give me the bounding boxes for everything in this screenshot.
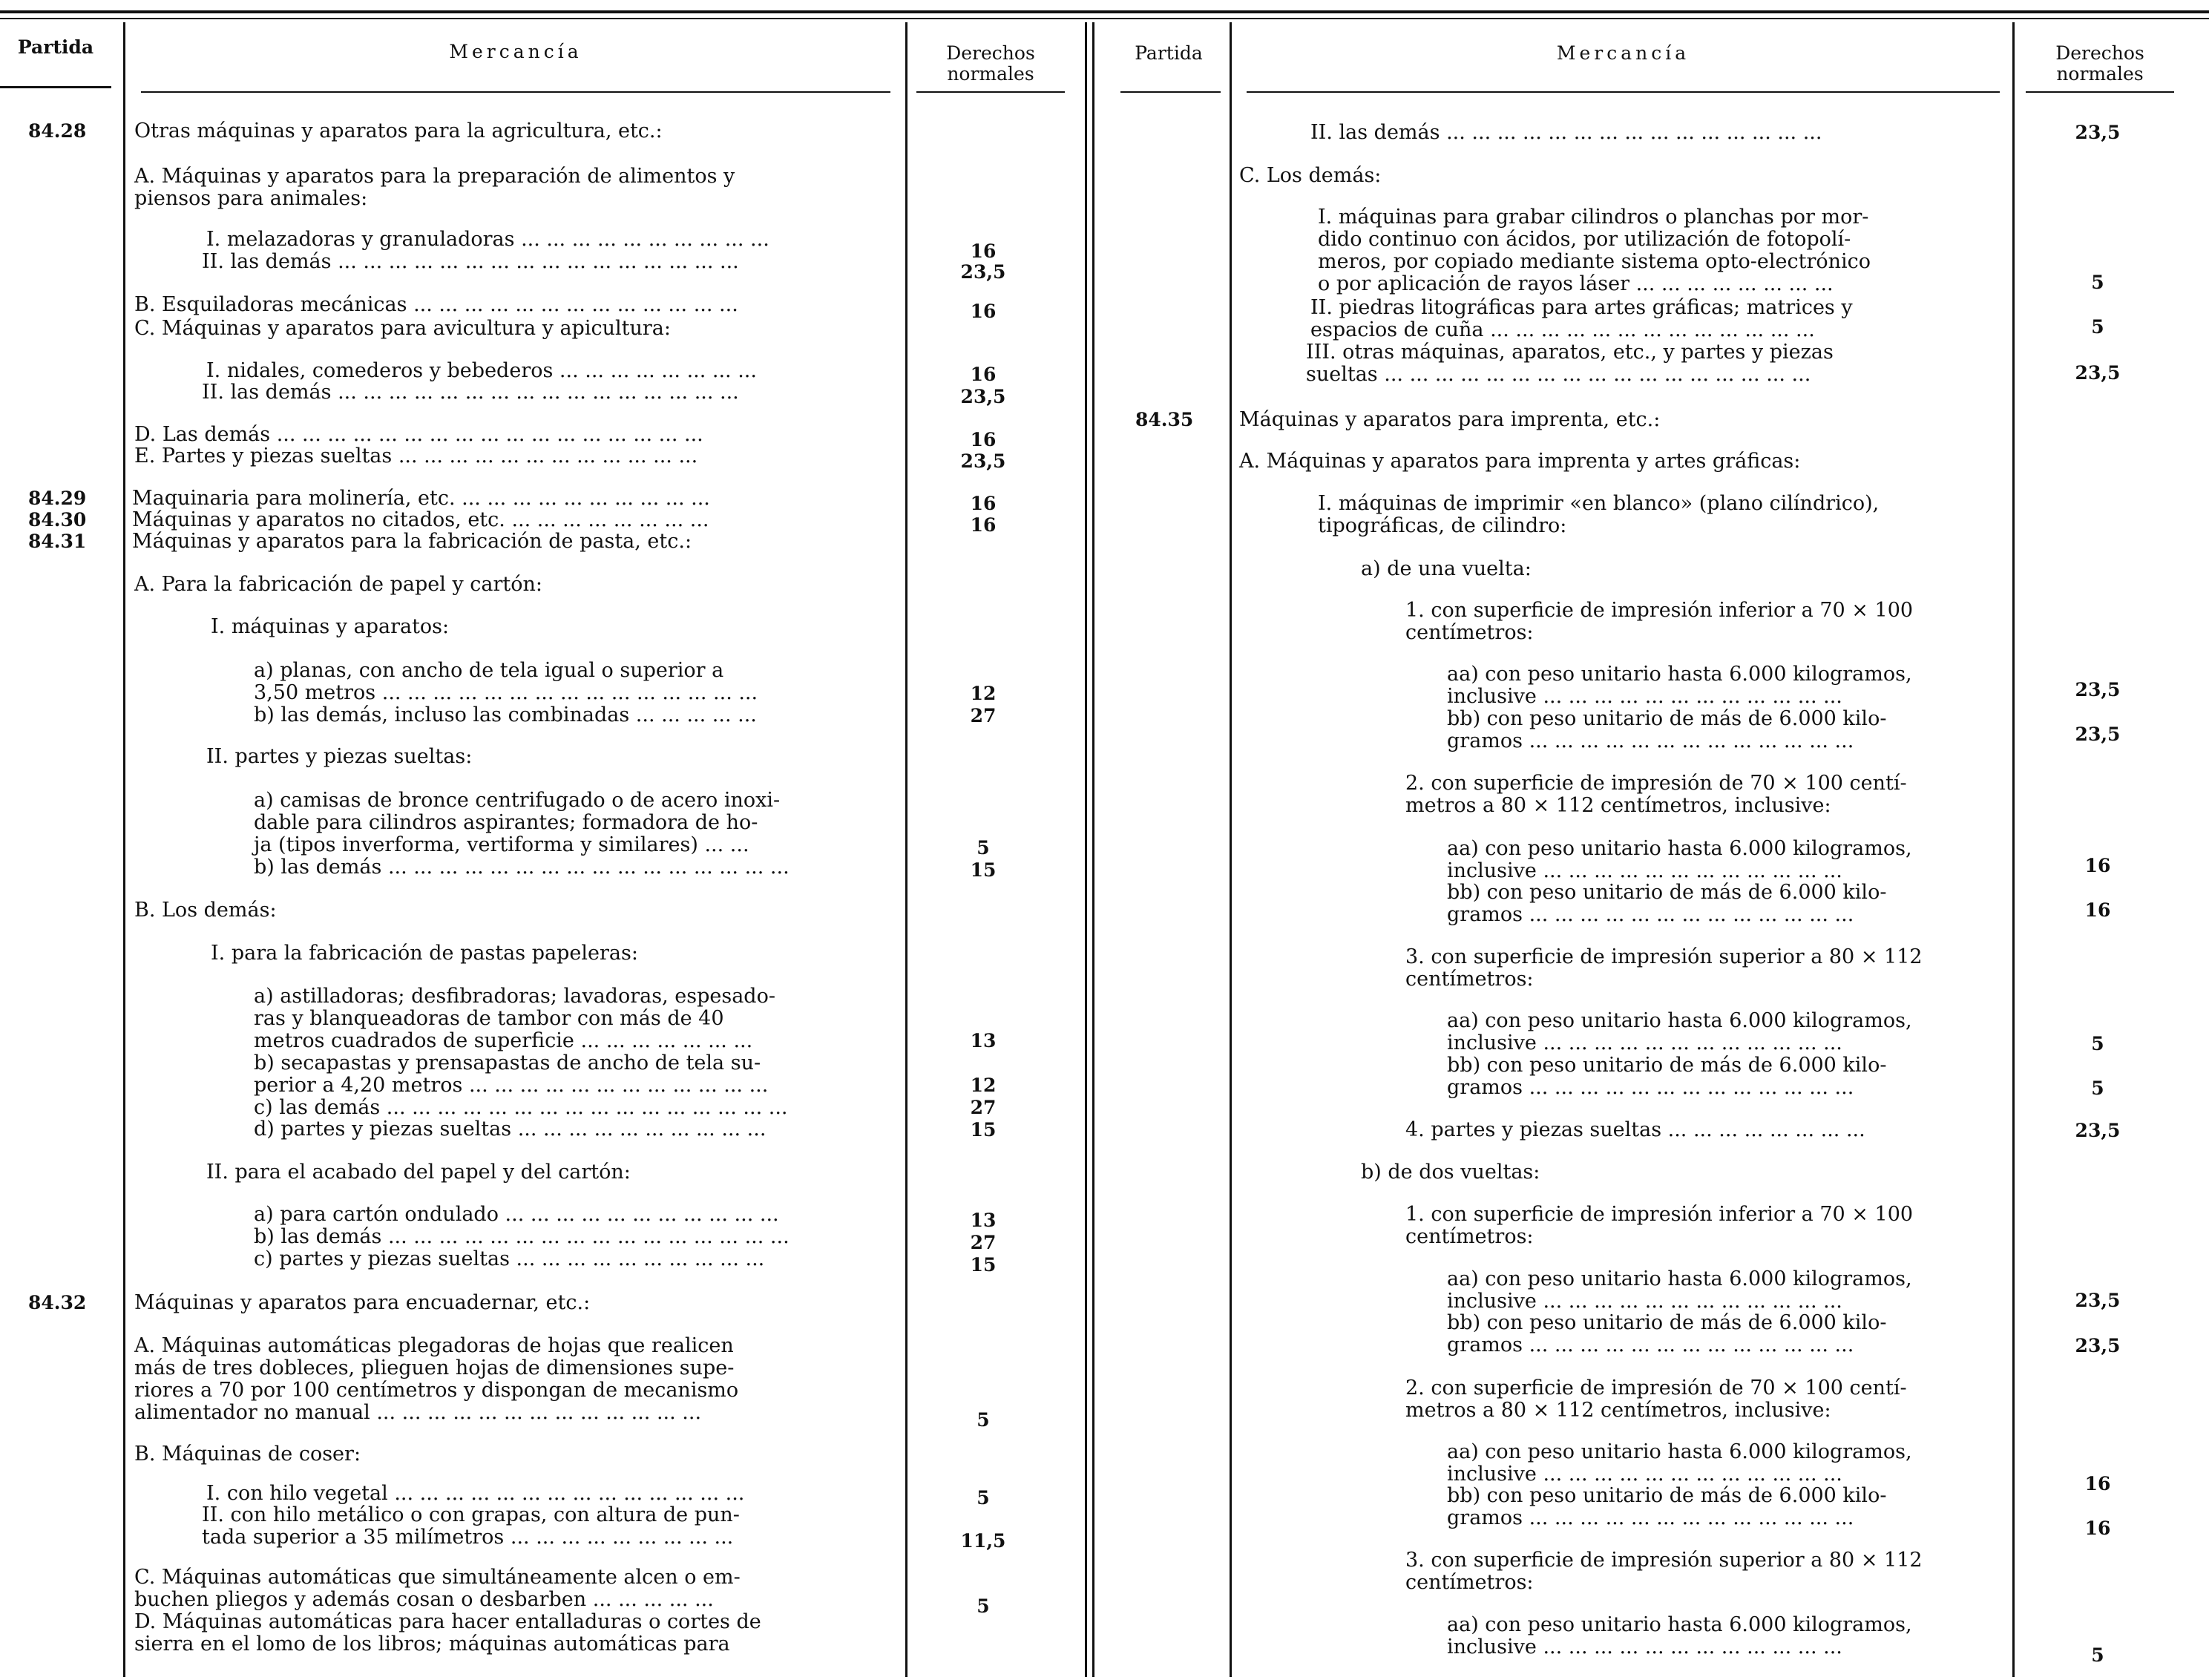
left-line: A. Para la fabricación de papel y cartón: (134, 573, 542, 596)
right-line: aa) con peso unitario hasta 6.000 kilogramos, inclusive ... ... ... ... ... ... ... ... ... ... ... ... (1447, 1267, 1912, 1313)
left-derechos-divider (905, 22, 907, 1677)
right-partida-header: Partida (1135, 42, 1203, 64)
left-partida-header: Partida (17, 36, 94, 58)
right-line: I. máquinas de imprimir «en blanco» (plano cilíndrico), tipográficas, de cilindro: (1318, 492, 1880, 537)
left-line: b) las demás ... ... ... ... ... ... ... ... ... ... ... ... ... ... ... ... (254, 856, 790, 879)
left-value: 23,5 (960, 386, 1006, 407)
left-value: 27 (970, 1097, 997, 1118)
left-value: 15 (970, 1119, 997, 1141)
left-line: Maquinaria para molinería, etc. ... ... ... ... ... ... ... ... ... ... (132, 487, 710, 510)
right-line: bb) con peso unitario de más de 6.000 kilo- gramos ... ... ... ... ... ... ... ... ... ... ... ... ... (1447, 1311, 1887, 1356)
left-value: 27 (970, 1232, 997, 1253)
left-line: a) camisas de bronce centrifugado o de acero inoxi- dable para cilindros aspirantes; formadora de ho- ja (tipos inverforma, vertiforma y similares) ... ... (254, 789, 781, 856)
left-line: I. melazadoras y granuladoras ... ... ... ... ... ... ... ... ... ... (206, 228, 769, 251)
left-line: A. Máquinas automáticas plegadoras de hojas que realicen más de tres dobleces, plieguen hojas de dimensiones supe- riores a 70 por 100 centímetros y dispongan de mecanismo alimentador no manual ... ... ... ... ... ... ... ... ... ... ... ... ... (134, 1334, 739, 1424)
right-line: b) de dos vueltas: (1361, 1161, 1540, 1184)
right-value: 23,5 (2075, 362, 2121, 384)
left-value: 5 (977, 1409, 990, 1431)
left-value: 12 (970, 683, 997, 704)
right-line: A. Máquinas y aparatos para imprenta y artes gráficas: (1239, 450, 1801, 473)
right-line: 4. partes y piezas sueltas ... ... ... ... ... ... ... ... (1405, 1118, 1865, 1141)
left-line: II. las demás ... ... ... ... ... ... ... ... ... ... ... ... ... ... ... ... (202, 250, 739, 273)
right-line: II. las demás ... ... ... ... ... ... ... ... ... ... ... ... ... ... ... (1310, 121, 1822, 144)
left-value: 16 (970, 301, 997, 322)
right-line: bb) con peso unitario de más de 6.000 kilo- gramos ... ... ... ... ... ... ... ... ... ... ... ... ... (1447, 1484, 1887, 1529)
left-line: II. con hilo metálico o con grapas, con altura de pun- tada superior a 35 milímetros ... ... ... ... ... ... ... ... ... (202, 1503, 740, 1549)
left-line: D. Las demás ... ... ... ... ... ... ... ... ... ... ... ... ... ... ... ... ... (134, 423, 703, 446)
left-line: E. Partes y piezas sueltas ... ... ... ... ... ... ... ... ... ... ... ... (134, 444, 698, 467)
left-line: II. partes y piezas sueltas: (206, 745, 473, 768)
right-line: 1. con superficie de impresión inferior a 70 × 100 centímetros: (1405, 599, 1914, 644)
right-derechos-header-rule (2026, 91, 2174, 93)
right-value: 16 (2084, 855, 2111, 876)
right-line: aa) con peso unitario hasta 6.000 kilogramos, inclusive ... ... ... ... ... ... ... ... ... ... ... ... (1447, 663, 1912, 708)
left-value: 13 (970, 1210, 997, 1231)
right-line: aa) con peso unitario hasta 6.000 kilogramos, inclusive ... ... ... ... ... ... ... ... ... ... ... ... (1447, 1440, 1912, 1486)
left-line: Máquinas y aparatos para la fabricación de pasta, etc.: (132, 530, 692, 553)
right-mercancia-header-rule (1247, 91, 2000, 93)
left-partida: 84.32 (28, 1292, 87, 1313)
left-value: 16 (970, 240, 997, 262)
center-divider-2 (1092, 22, 1094, 1677)
left-line: a) astilladoras; desfibradoras; lavadoras, espesado- ras y blanqueadoras de tambor con más de 40 metros cuadrados de superficie ... ... ... ... ... ... ... (254, 985, 775, 1052)
left-value: 12 (970, 1074, 997, 1096)
right-partida-header-rule (1120, 91, 1221, 93)
left-line: b) las demás, incluso las combinadas ... ... ... ... ... (254, 703, 757, 726)
right-value: 23,5 (2075, 1120, 2121, 1141)
top-rule (0, 10, 2209, 13)
left-line: II. las demás ... ... ... ... ... ... ... ... ... ... ... ... ... ... ... ... (202, 381, 739, 404)
right-line: 1. con superficie de impresión inferior a 70 × 100 centímetros: (1405, 1203, 1914, 1248)
right-line: Máquinas y aparatos para imprenta, etc.: (1239, 408, 1661, 431)
right-mercancia-header: Mercancía (1556, 42, 1690, 64)
right-line: bb) con peso unitario de más de 6.000 kilo- gramos ... ... ... ... ... ... ... ... ... ... ... ... ... (1447, 707, 1887, 752)
left-value: 16 (970, 364, 997, 385)
left-value: 5 (977, 837, 990, 859)
left-value: 11,5 (960, 1530, 1006, 1552)
left-value: 27 (970, 705, 997, 726)
right-value: 5 (2091, 316, 2104, 338)
left-value: 15 (970, 859, 997, 881)
left-line: I. para la fabricación de pastas papeleras: (211, 942, 638, 965)
left-line: A. Máquinas y aparatos para la preparación de alimentos y piensos para animales: (134, 165, 735, 210)
left-line: B. Máquinas de coser: (134, 1443, 361, 1466)
right-value: 16 (2084, 899, 2111, 921)
left-line: d) partes y piezas sueltas ... ... ... ... ... ... ... ... ... ... (254, 1118, 767, 1141)
left-line: b) las demás ... ... ... ... ... ... ... ... ... ... ... ... ... ... ... ... (254, 1225, 790, 1248)
right-line: a) de una vuelta: (1361, 557, 1532, 580)
left-line: c) partes y piezas sueltas ... ... ... ... ... ... ... ... ... ... (254, 1247, 765, 1270)
right-line: bb) con peso unitario de más de 6.000 kilo- gramos ... ... ... ... ... ... ... ... ... ... ... ... ... (1447, 1054, 1887, 1099)
right-line: III. otras máquinas, aparatos, etc., y partes y piezas sueltas ... ... ... ... ... ... ... ... ... ... ... ... ... ... ... ... ... (1306, 341, 1834, 386)
right-line: 3. con superficie de impresión superior a 80 × 112 centímetros: (1405, 945, 1923, 991)
left-line: B. Los demás: (134, 899, 277, 922)
right-value: 23,5 (2075, 1290, 2121, 1311)
right-value: 23,5 (2075, 723, 2121, 745)
left-line: C. Máquinas automáticas que simultáneamente alcen o em- buchen pliegos y además cosan o desbarben ... ... ... ... ... (134, 1566, 741, 1611)
left-mercancia-header-rule (141, 91, 890, 93)
left-mercancia-header: Mercancía (449, 41, 582, 62)
left-partida: 84.28 (28, 120, 87, 142)
left-partida: 84.30 (28, 509, 87, 531)
left-derechos-header-rule (916, 91, 1065, 93)
left-line: b) secapastas y prensapastas de ancho de tela su- perior a 4,20 metros ... ... ... ... ... ... ... ... ... ... ... ... (254, 1051, 769, 1097)
right-value: 23,5 (2075, 1335, 2121, 1356)
left-line: Otras máquinas y aparatos para la agricultura, etc.: (134, 119, 663, 142)
left-line: Máquinas y aparatos para encuadernar, etc.: (134, 1291, 591, 1314)
right-derechos-divider (2012, 22, 2015, 1677)
left-line: a) planas, con ancho de tela igual o superior a 3,50 metros ... ... ... ... ... ... ... ... ... ... ... ... ... ... ... (254, 659, 758, 704)
right-derechos-header: Derechos normales (2055, 42, 2144, 85)
right-line: bb) con peso unitario de más de 6.000 kilo- gramos ... ... ... ... ... ... ... ... ... ... ... ... ... (1447, 881, 1887, 926)
left-line: Máquinas y aparatos no citados, etc. ... ... ... ... ... ... ... ... (132, 508, 709, 531)
left-partida-divider (123, 22, 125, 1677)
left-value: 5 (977, 1595, 990, 1617)
right-line: C. Los demás: (1239, 164, 1382, 187)
right-value: 5 (2091, 1644, 2104, 1666)
right-line: 2. con superficie de impresión de 70 × 100 centí- metros a 80 × 112 centímetros, inclusive: (1405, 1377, 1907, 1422)
left-line: I. con hilo vegetal ... ... ... ... ... ... ... ... ... ... ... ... ... ... (206, 1482, 745, 1505)
left-derechos-header: Derechos normales (946, 42, 1035, 85)
right-value: 16 (2084, 1473, 2111, 1494)
left-line: B. Esquiladoras mecánicas ... ... ... ... ... ... ... ... ... ... ... ... ... (134, 293, 738, 316)
right-value: 23,5 (2075, 679, 2121, 700)
right-line: 2. con superficie de impresión de 70 × 100 centí- metros a 80 × 112 centímetros, inclusive: (1405, 772, 1907, 817)
left-line: I. nidales, comederos y bebederos ... ... ... ... ... ... ... ... (206, 359, 757, 382)
left-value: 5 (977, 1487, 990, 1509)
left-value: 16 (970, 493, 997, 514)
left-line: C. Máquinas y aparatos para avicultura y apicultura: (134, 317, 671, 340)
left-value: 16 (970, 429, 997, 450)
right-line: II. piedras litográficas para artes gráficas; matrices y espacios de cuña ... ... ... ... ... ... ... ... ... ... ... ... ... (1310, 296, 1853, 341)
right-line: aa) con peso unitario hasta 6.000 kilogramos, inclusive ... ... ... ... ... ... ... ... ... ... ... ... (1447, 1009, 1912, 1054)
right-partida-divider (1230, 22, 1232, 1677)
right-line: aa) con peso unitario hasta 6.000 kilogramos, inclusive ... ... ... ... ... ... ... ... ... ... ... ... (1447, 1613, 1912, 1658)
right-partida: 84.35 (1135, 409, 1194, 430)
left-line: II. para el acabado del papel y del cartón: (206, 1161, 631, 1184)
left-value: 23,5 (960, 450, 1006, 472)
right-value: 5 (2091, 1077, 2104, 1099)
left-line: I. máquinas y aparatos: (211, 615, 450, 638)
right-value: 16 (2084, 1517, 2111, 1539)
right-value: 23,5 (2075, 122, 2121, 143)
center-divider-1 (1085, 22, 1087, 1677)
left-partida-header-rule (0, 86, 111, 88)
left-partida: 84.31 (28, 531, 87, 552)
right-value: 5 (2091, 272, 2104, 293)
right-line: I. máquinas para grabar cilindros o planchas por mor- dido continuo con ácidos, por utilización de fotopolí- meros, por copiado mediante sistema opto-electrónico o por aplicación de rayos láser ... ... ... ... ... ... ... ... (1318, 206, 1871, 295)
left-value: 16 (970, 514, 997, 536)
left-line: c) las demás ... ... ... ... ... ... ... ... ... ... ... ... ... ... ... ... (254, 1096, 788, 1119)
left-value: 15 (970, 1254, 997, 1276)
left-line: D. Máquinas automáticas para hacer entalladuras o cortes de sierra en el lomo de los libros; máquinas automáticas para (134, 1610, 761, 1656)
right-value: 5 (2091, 1033, 2104, 1054)
left-line: a) para cartón ondulado ... ... ... ... ... ... ... ... ... ... ... (254, 1203, 779, 1226)
right-line: 3. con superficie de impresión superior a 80 × 112 centímetros: (1405, 1549, 1923, 1594)
top-rule-thin (0, 18, 2209, 19)
left-partida: 84.29 (28, 488, 87, 509)
left-value: 23,5 (960, 261, 1006, 283)
left-value: 13 (970, 1030, 997, 1051)
right-line: aa) con peso unitario hasta 6.000 kilogramos, inclusive ... ... ... ... ... ... ... ... ... ... ... ... (1447, 837, 1912, 882)
